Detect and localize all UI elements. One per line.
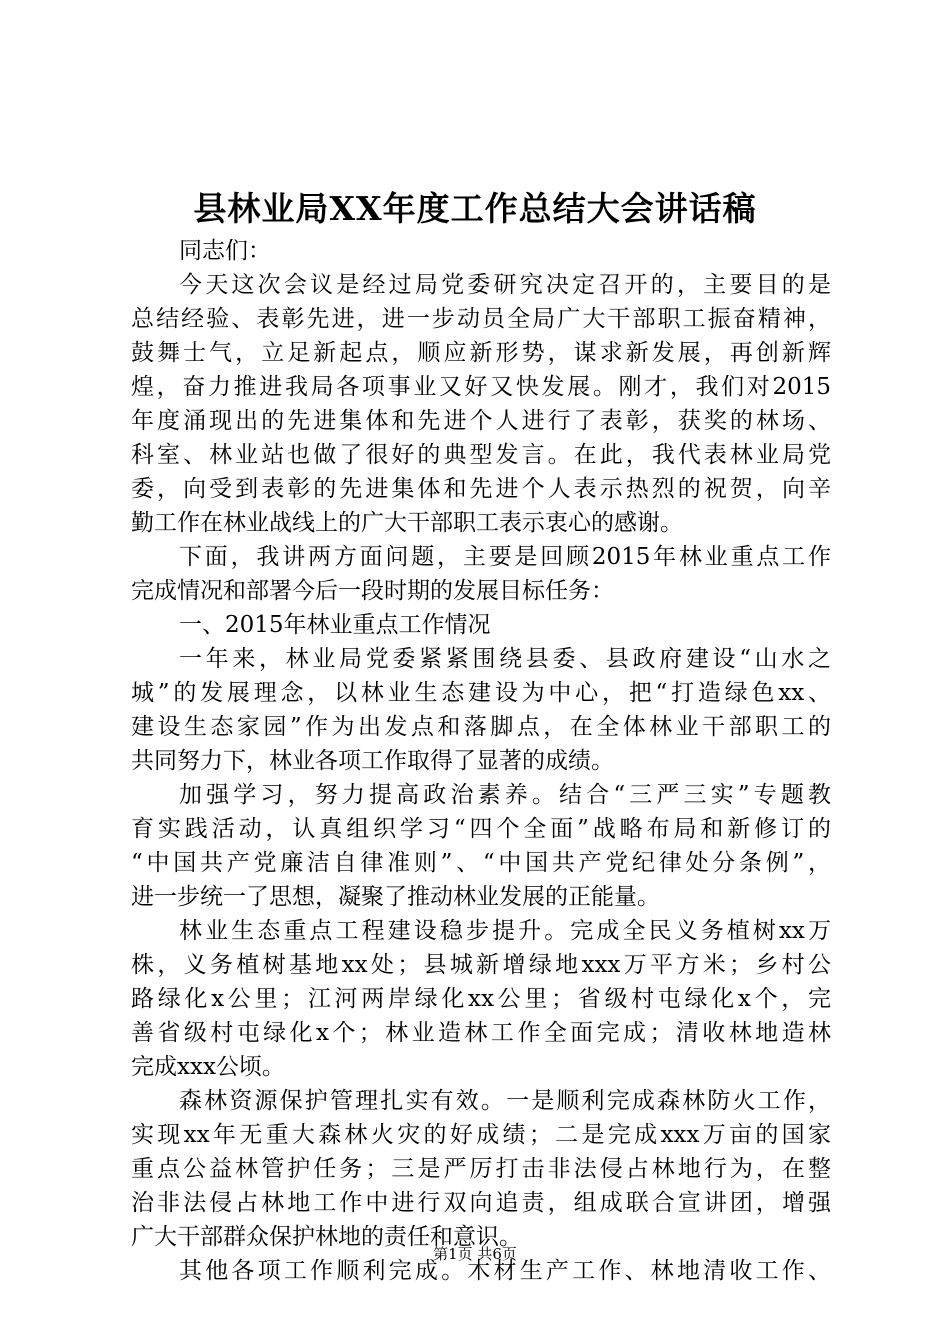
body-line: 委，向受到表彰的先进集体和先进个人表示热烈的祝贺，向辛 <box>131 476 831 502</box>
body-line: 一、2015年林业重点工作情况 <box>179 612 491 638</box>
body-line: 重点公益林管护任务；三是严厉打击非法侵占林地行为，在整 <box>131 1156 831 1182</box>
body-line: 森林资源保护管理扎实有效。一是顺利完成森林防火工作， <box>179 1088 831 1114</box>
body-line: 路绿化x公里；江河两岸绿化xx公里；省级村屯绿化x个，完 <box>131 986 831 1012</box>
body-line: 进一步统一了思想，凝聚了推动林业发展的正能量。 <box>131 884 660 910</box>
document-title: 县林业局XX年度工作总结大会讲话稿 <box>193 189 757 228</box>
body-line: 完成情况和部署今后一段时期的发展目标任务： <box>131 578 614 604</box>
body-line: 治非法侵占林地工作中进行双向追责，组成联合宣讲团，增强 <box>131 1190 831 1216</box>
body-line: 今天这次会议是经过局党委研究决定召开的，主要目的是 <box>179 272 831 298</box>
body-line: 善省级村屯绿化x个；林业造林工作全面完成；清收林地造林 <box>131 1020 831 1046</box>
body-line: 育实践活动，认真组织学习“四个全面”战略布局和新修订的 <box>131 816 831 842</box>
body-line: 鼓舞士气，立足新起点，顺应新形势，谋求新发展，再创新辉 <box>131 340 831 366</box>
body-line: 煌，奋力推进我局各项事业又好又快发展。刚才，我们对2015 <box>131 374 831 400</box>
body-line: 株，义务植树基地xx处；县城新增绿地xxx万平方米；乡村公 <box>131 952 831 978</box>
body-line: 年度涌现出的先进集体和先进个人进行了表彰，获奖的林场、 <box>131 408 831 434</box>
body-line: 总结经验、表彰先进，进一步动员全局广大干部职工振奋精神， <box>131 306 831 332</box>
body-line: 林业生态重点工程建设稳步提升。完成全民义务植树xx万 <box>179 918 831 944</box>
body-line: 勤工作在林业战线上的广大干部职工表示衷心的感谢。 <box>131 510 683 536</box>
page-footer: 第1页 共6页 <box>433 1245 517 1263</box>
body-line: 建设生态家园”作为出发点和落脚点，在全体林业干部职工的 <box>131 714 831 740</box>
body-line: 下面，我讲两方面问题，主要是回顾2015年林业重点工作 <box>179 544 831 570</box>
document-body <box>131 234 831 1288</box>
body-line: “中国共产党廉洁自律准则”、“中国共产党纪律处分条例”， <box>131 850 831 876</box>
body-line: 其他各项工作顺利完成。木材生产工作、林地清收工作、 <box>179 1258 831 1284</box>
body-line: 完成xxx公顷。 <box>131 1054 285 1080</box>
body-line: 实现xx年无重大森林火灾的好成绩；二是完成xxx万亩的国家 <box>131 1122 831 1148</box>
body-line: 共同努力下，林业各项工作取得了显著的成绩。 <box>131 748 614 774</box>
body-line: 科室、林业站也做了很好的典型发言。在此，我代表林业局党 <box>131 442 831 468</box>
body-line: 加强学习，努力提高政治素养。结合“三严三实”专题教 <box>179 782 831 808</box>
body-line: 同志们： <box>179 238 271 264</box>
body-line: 城”的发展理念，以林业生态建设为中心，把“打造绿色xx、 <box>131 680 831 706</box>
body-line: 一年来，林业局党委紧紧围绕县委、县政府建设“山水之 <box>179 646 831 672</box>
body-line: 广大干部群众保护林地的责任和意识。 <box>131 1224 522 1250</box>
